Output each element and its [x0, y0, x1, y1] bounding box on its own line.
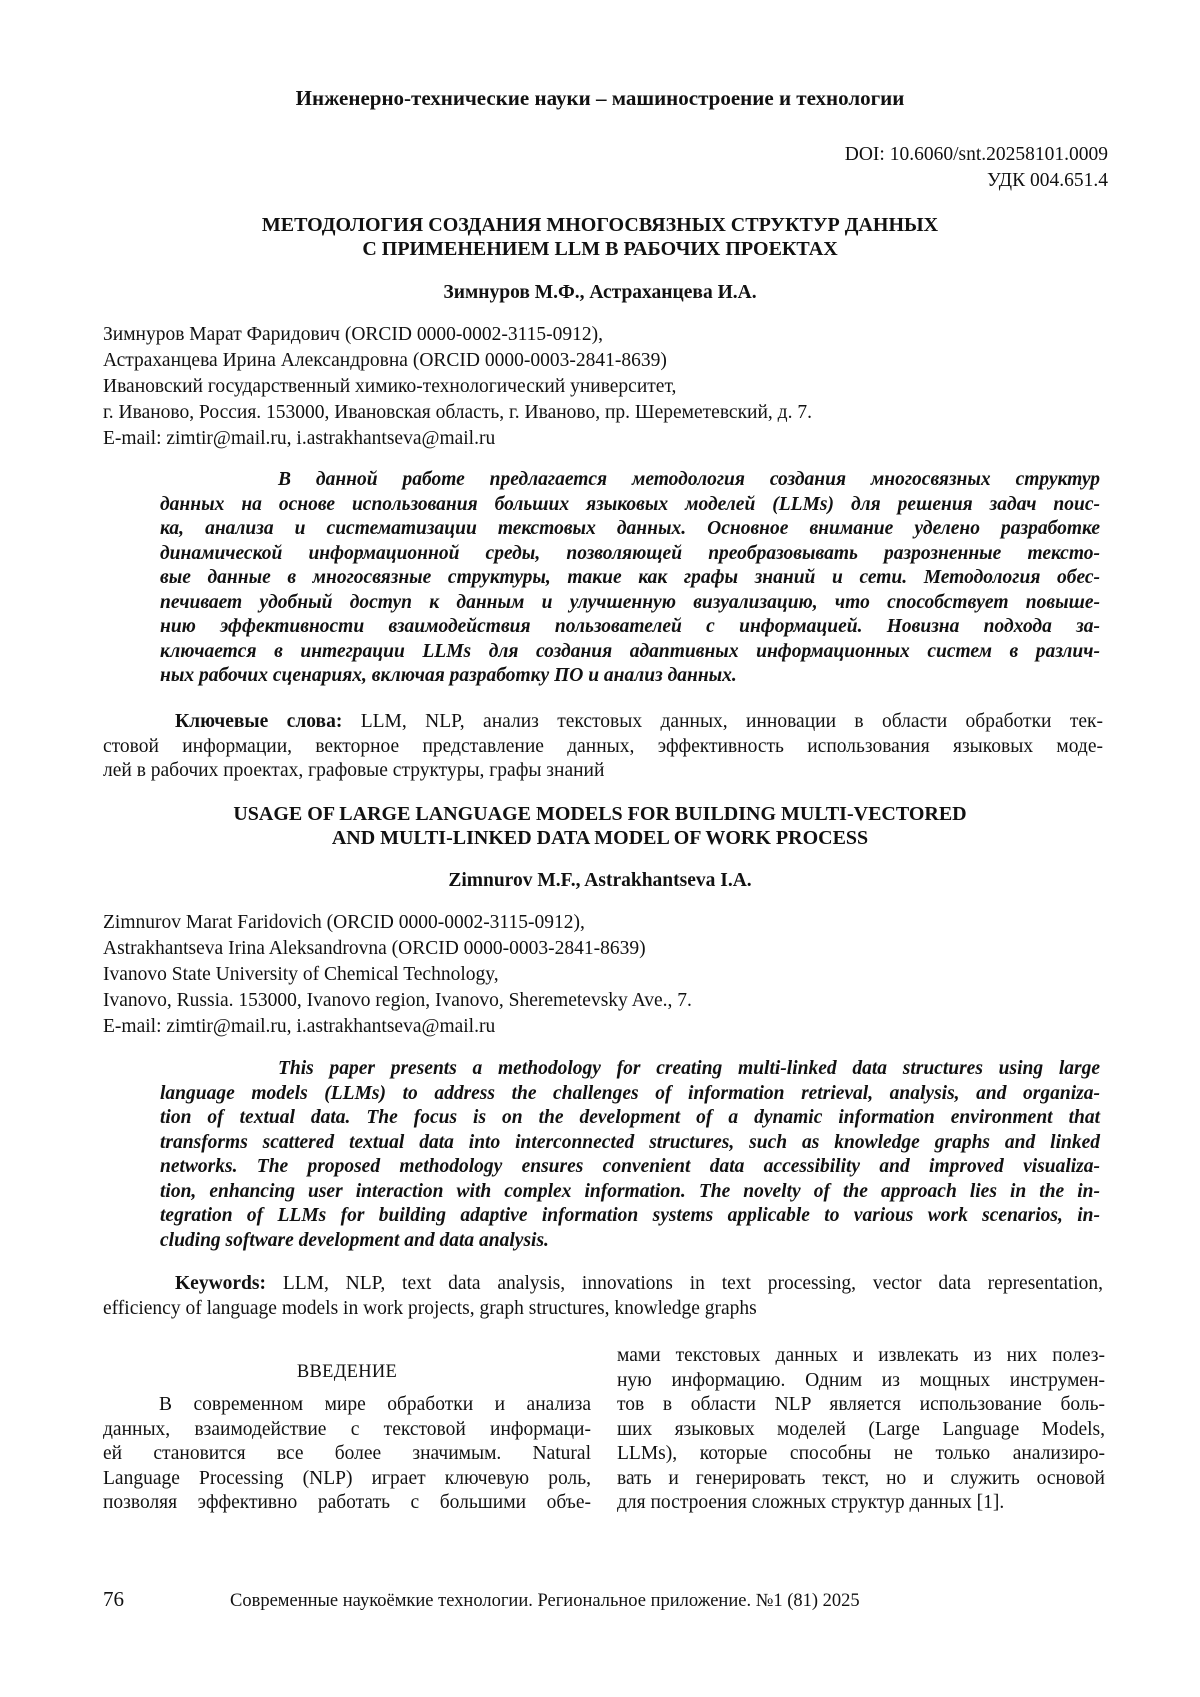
en-abstract-line: tion of textual data. The focus is on the development of a dynamic information environment that: [160, 1107, 1100, 1128]
ru-keywords-label: Ключевые слова:: [175, 711, 343, 732]
en-abstract-line: tion, enhancing user interaction with complex information. The novelty of the approach lies in the in-: [160, 1180, 1100, 1202]
en-abstract-line: language models (LLMs) to address the challenges of information retrieval, analysis, and organiza-: [160, 1082, 1100, 1104]
ru-affiliation: [103, 322, 1103, 452]
intro-right-column: [617, 1344, 1105, 1516]
intro-line: В современном мире обработки и анализа: [159, 1394, 591, 1415]
intro-line: тов в области NLP является использование боль-: [617, 1394, 1105, 1415]
ru-abstract-line: ных рабочих сценариях, включая разработку ПО и анализ данных.: [160, 665, 737, 686]
en-keywords-text: LLM, NLP, text data analysis, innovations in text processing, vector data representation,: [266, 1273, 1103, 1294]
ru-abstract-line: данных на основе использования больших языковых моделей (LLMs) для решения задач поис-: [160, 493, 1100, 515]
ru-keywords-line: лей в рабочих проектах, графовые структуры, графы знаний: [103, 760, 605, 781]
en-abstract-line: transforms scattered textual data into interconnected structures, such as knowledge graphs and linked: [160, 1131, 1100, 1153]
en-keywords-line: [103, 1272, 1103, 1297]
ru-authors: Зимнуров М.Ф., Астраханцева И.А.: [443, 282, 757, 303]
en-affiliation-line: Ivanovo, Russia. 153000, Ivanovo region, Ivanovo, Sheremetevsky Ave., 7.: [103, 990, 692, 1011]
en-affiliation: [103, 910, 1103, 1040]
doi: DOI: 10.6060/snt.20258101.0009: [844, 144, 1108, 165]
ru-abstract-line: динамической информационной среды, позволяющей преобразовывать разрозненные тексто-: [160, 542, 1100, 564]
journal-footer: Современные наукоёмкие технологии. Региональное приложение. №1 (81) 2025: [230, 1591, 860, 1611]
ru-keywords: [103, 710, 1103, 784]
ru-abstract-line: печивает удобный доступ к данным и улучшенную визуализацию, что способствует повыше-: [160, 591, 1100, 613]
en-affiliation-line: Zimnurov Marat Faridovich (ORCID 0000-0002-3115-0912),: [103, 912, 585, 933]
intro-line: для построения сложных структур данных [1].: [617, 1492, 1005, 1513]
ru-abstract-line: ключается в интеграции LLMs для создания адаптивных информационных систем в различ-: [160, 640, 1100, 662]
en-title: [0, 802, 1200, 850]
ru-keywords-line: [103, 710, 1103, 735]
en-abstract-line: cluding software development and data analysis.: [160, 1229, 549, 1251]
en-keywords: [103, 1272, 1103, 1321]
intro-heading: ВВЕДЕНИЕ: [296, 1362, 398, 1382]
ru-abstract-line: ка, анализа и систематизации текстовых данных. Основное внимание уделено разработке: [160, 518, 1100, 539]
intro-line: ей становится все более значимым. Natural: [103, 1443, 591, 1464]
ru-abstract-line: В данной работе предлагается методология создания многосвязных структур: [278, 469, 1100, 490]
ru-email-line: E-mail: zimtir@mail.ru, i.astrakhantseva@mail.ru: [103, 428, 496, 449]
ru-abstract-line: вые данные в многосвязные структуры, такие как графы знаний и сети. Методология обес-: [160, 567, 1100, 588]
en-affiliation-line: Astrakhantseva Irina Aleksandrovna (ORCID 0000-0003-2841-8639): [103, 938, 646, 959]
ru-keywords-text: LLM, NLP, анализ текстовых данных, инновации в области обработки тек-: [342, 711, 1104, 732]
en-email-line: E-mail: zimtir@mail.ru, i.astrakhantseva@mail.ru: [103, 1016, 496, 1037]
ru-affiliation-line: Астраханцева Ирина Александровна (ORCID 0000-0003-2841-8639): [103, 350, 667, 371]
intro-line: позволяя эффективно работать с большими объе-: [103, 1492, 591, 1513]
en-authors: Zimnurov M.F., Astrakhantseva I.A.: [448, 870, 752, 891]
intro-line: Language Processing (NLP) играет ключевую роль,: [103, 1467, 591, 1489]
ru-abstract: [160, 468, 1100, 689]
intro-line: LLMs), которые способны не только анализиро-: [617, 1443, 1105, 1464]
intro-line: мами текстовых данных и извлекать из них полез-: [617, 1345, 1105, 1366]
intro-line: вать и генерировать текст, но и служить основой: [617, 1467, 1105, 1489]
udk: УДК 004.651.4: [986, 170, 1108, 191]
en-keywords-line: efficiency of language models in work projects, graph structures, knowledge graphs: [103, 1297, 757, 1319]
intro-left-column: [103, 1393, 591, 1516]
intro-line: ших языковых моделей (Large Language Models,: [617, 1418, 1105, 1440]
ru-title: [0, 213, 1200, 261]
en-abstract-line: tegration of LLMs for building adaptive information systems applicable to various work scenarios, in-: [160, 1205, 1100, 1226]
en-affiliation-line: Ivanovo State University of Chemical Technology,: [103, 964, 499, 985]
section-heading: Инженерно-технические науки – машиностроение и технологии: [295, 86, 905, 110]
ru-affiliation-line: г. Иваново, Россия. 153000, Ивановская область, г. Иваново, пр. Шереметевский, д. 7.: [103, 402, 812, 423]
ru-title-line: МЕТОДОЛОГИЯ СОЗДАНИЯ МНОГОСВЯЗНЫХ СТРУКТУР ДАННЫХ: [261, 214, 939, 236]
intro-line: ную информацию. Одним из мощных инструмен-: [617, 1369, 1105, 1391]
en-abstract-line: This paper presents a methodology for creating multi-linked data structures using large: [278, 1058, 1100, 1079]
en-abstract-line: networks. The proposed methodology ensures convenient data accessibility and improved visualiza-: [160, 1156, 1100, 1177]
identifiers: [845, 142, 1108, 194]
en-keywords-label: Keywords:: [175, 1273, 266, 1294]
ru-abstract-line: нию эффективности взаимодействия пользователей с информацией. Новизна подхода за-: [160, 616, 1100, 637]
ru-affiliation-line: Ивановский государственный химико-технологический университет,: [103, 376, 677, 397]
ru-title-line: С ПРИМЕНЕНИЕМ LLM В РАБОЧИХ ПРОЕКТАХ: [362, 238, 838, 260]
en-title-line: AND MULTI-LINKED DATA MODEL OF WORK PROCESS: [331, 827, 869, 849]
ru-keywords-line: стовой информации, векторное представление данных, эффективность использования языковых моде-: [103, 735, 1103, 757]
en-title-line: USAGE OF LARGE LANGUAGE MODELS FOR BUILDING MULTI-VECTORED: [233, 803, 967, 825]
page-number: 76: [103, 1587, 124, 1611]
en-abstract: [160, 1057, 1100, 1253]
intro-line: данных, взаимодействие с текстовой информаци-: [103, 1418, 591, 1440]
ru-affiliation-line: Зимнуров Марат Фаридович (ORCID 0000-0002-3115-0912),: [103, 324, 604, 345]
